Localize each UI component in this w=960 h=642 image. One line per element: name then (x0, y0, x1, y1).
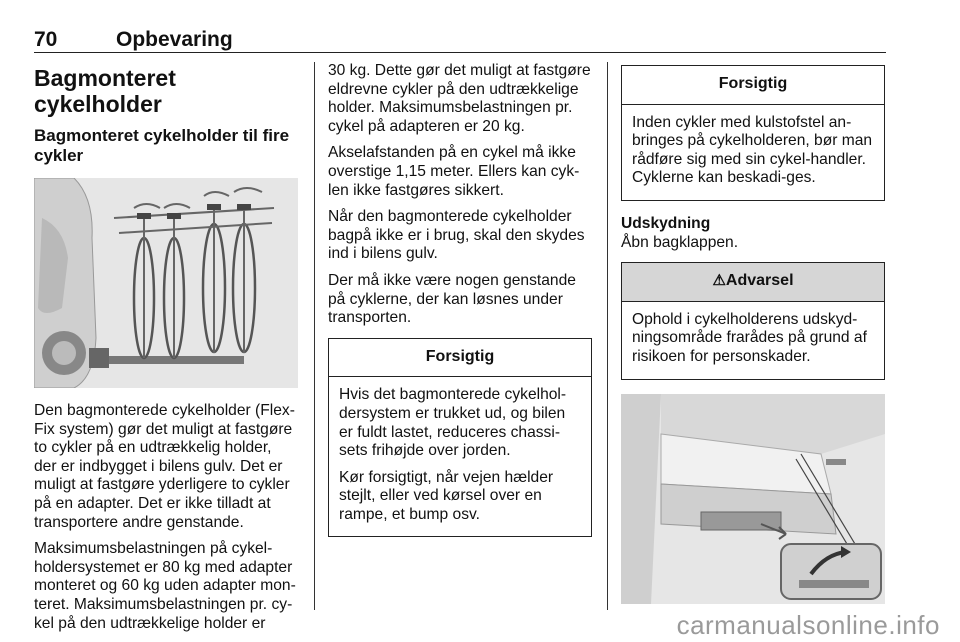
column-divider-1 (314, 62, 315, 610)
caution-carbon-text: Inden cykler med kulstofstel an-bringes på cykelholderen, bør man rådføre sig med sin cykel-handler. Cyklerne kan beskadi-ges. (632, 113, 873, 187)
column-3 (621, 62, 885, 604)
watermark: carmanualsonline.info (676, 610, 940, 640)
load-paragraph: Maksimumsbelastningen på cykel-holdersystemet er 80 kg med adapter monteret og 60 kg uden adapter mon-teret. Maksimumsbelastningen pr. cy-kel på den udtrækkelige holder er (34, 540, 296, 632)
page-header (34, 26, 886, 53)
warning-box-title: Advarsel (725, 272, 794, 290)
column-2 (328, 62, 592, 551)
caution-box-title: Forsigtig (622, 66, 884, 105)
caution-box-carbon (621, 65, 885, 201)
caution-clearance-text: Hvis det bagmonterede cykelhol-dersystem er trukket ud, og bilen er fuldt lastet, reduceres chassi-sets frihøjde over jorden. (339, 386, 567, 460)
caution-driving-text: Kør forsigtigt, når vejen hælder stejlt, eller ved kørsel over en rampe, et bump osv. (339, 468, 554, 523)
warning-text: Ophold i cykelholderens udskyd-ningsområde frarådes på grund af risikoen for personskader. (632, 310, 867, 365)
warning-box-header (622, 263, 884, 302)
tailgate-illustration (621, 394, 885, 604)
deploy-text: Åbn bagklappen. (621, 233, 739, 251)
caution-box-clearance (328, 338, 592, 538)
caution-box-title: Forsigtig (329, 339, 591, 378)
axle-paragraph: Akselafstanden på en cykel må ikke overstige 1,15 meter. Ellers kan cyk-len ikke fastgøres sikkert. (328, 144, 580, 199)
load-continued-paragraph: 30 kg. Dette gør det muligt at fastgøre eldrevne cykler på den udtrækkelige holder. Maksimumsbelastningen pr. cykel på adapteren er 20 kg. (328, 62, 591, 135)
warning-triangle-icon: ⚠ (712, 272, 726, 290)
deploy-heading: Udskydning (621, 214, 711, 232)
section-title: Opbevaring (116, 28, 233, 51)
column-divider-2 (607, 62, 608, 610)
column-1 (34, 62, 298, 641)
bike-carrier-illustration (34, 178, 298, 388)
loose-objects-paragraph: Der må ikke være nogen genstande på cyklerne, der kan løsnes under transporten. (328, 271, 576, 327)
section-heading: Bagmonteret cykelholder (34, 65, 176, 117)
page-number: 70 (34, 28, 58, 51)
warning-box (621, 262, 885, 379)
intro-paragraph: Den bagmonterede cykelholder (Flex-Fix system) gør det muligt at fastgøre to cykler på en udtrækkelig holder, der er indbygget i bilens gulv. Det er muligt at fastgøre yderligere to cykler på en adapter. Det er ikke tilladt at transportere andre genstande. (34, 402, 295, 531)
stowing-paragraph: Når den bagmonterede cykelholder bagpå ikke er i brug, skal den skydes ind i bilens gulv. (328, 208, 585, 263)
subsection-heading: Bagmonteret cykelholder til fire cykler (34, 126, 290, 165)
